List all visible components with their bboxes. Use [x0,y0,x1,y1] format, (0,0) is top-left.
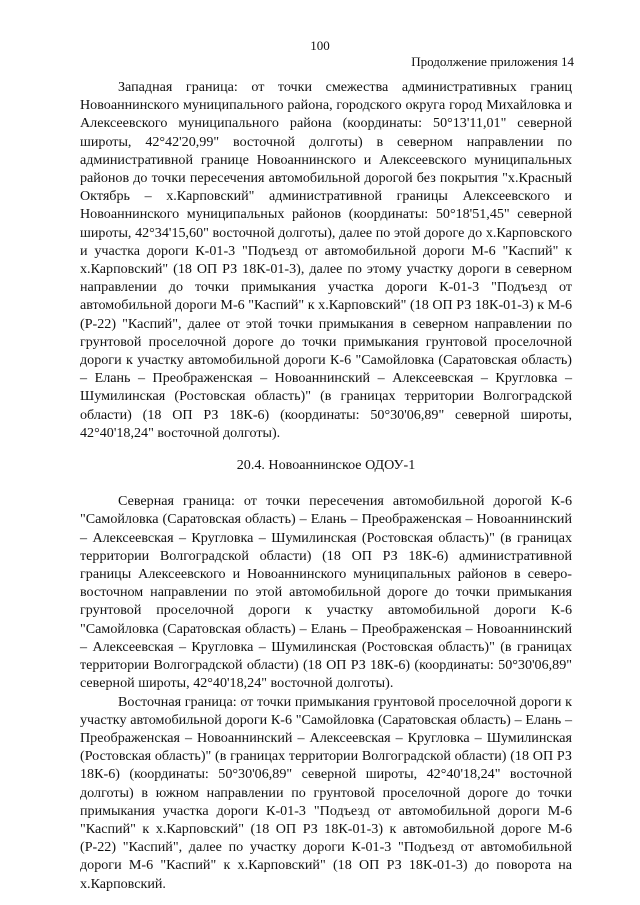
section-heading: 20.4. Новоаннинское ОДОУ-1 [236,457,416,474]
appendix-continuation-label: Продолжение приложения 14 [411,54,574,69]
western-border-paragraph: Западная граница: от точки смежества административных границ Новоаннинского муниципального района, городского округа город Михайловка и Алексеевского муниципального района (координаты: 50°13'11,01" северной широты, 42°42'20,99" восточной долготы) в северном направлении по административной границе Новоаннинского и Алексеевского муниципальных районов до точки пересечения автомобильной дорогой без покрытия "х.Красный Октябрь – х.Карповский" административной границы Алексеевского и Новоаннинского муниципальных районов (координаты: 50°18'51,45" северной широты, 42°34'15,60" восточной долготы), далее по этой дороге до х.Карповского и участка дороги К-01-3 "Подъезд от автомобильной дороги М-6 "Каспий" к х.Карповский" (18 ОП РЗ 18К-01-3), далее по этому участку дороги в северном направлении до точки примыкания участка дороги К-01-3 "Подъезд от автомобильной дороги М-6 "Каспий" к х.Карповский" (18 ОП РЗ 18К-01-3) к М-6 (Р-22) "Каспий", далее от этой точки примыкания в северном направлении по грунтовой проселочной дороге до точки примыкания грунтовой проселочной дороги к участку автомобильной дороги К-6 "Самойловка (Саратовская область) – Елань – Преображенская – Новоаннинский – Алексеевская – Кругловка – Шумилинская (Ростовская область)" (в границах территории Волгоградской области) (18 ОП РЗ 18К-6) (координаты: 50°30'06,89" северной широты, 42°40'18,24" восточной долготы). [80,79,572,441]
eastern-border-paragraph: Восточная граница: от точки примыкания грунтовой проселочной дороги к участку автомобильной дороги К-6 "Самойловка (Саратовская область) – Елань – Преображенская – Новоаннинский – Алексеевская – Кругловка – Шумилинская (Ростовская область)" (в границах территории Волгоградской области) (18 ОП РЗ 18К-6) (координаты: 50°30'06,89" северной широты, 42°40'18,24" восточной долготы) в южном направлении по грунтовой проселочной дороге до точки примыкания участка дороги К-01-3 "Подъезд от автомобильной дороги М-6 "Каспий" к х.Карповский" (18 ОП РЗ 18К-01-3) к автомобильной дороге М-6 (Р-22) "Каспий", далее по участку дороги К-01-3 "Подъезд от автомобильной дороги М-6 "Каспий" к х.Карповский" (18 ОП РЗ 18К-01-3) до поворота на х.Карповский. [80,693,572,892]
northern-border-paragraph: Северная граница: от точки пересечения автомобильной дорогой К-6 "Самойловка (Саратовская область) – Елань – Преображенская – Новоаннинский – Алексеевская – Кругловка – Шумилинская (Ростовская область)" (в границах территории Волгоградской области) (18 ОП РЗ 18К-6) административной границы Алексеевского и Новоаннинского муниципальных районов в северо-восточном направлении по этой автомобильной дороге до точки примыкания грунтовой проселочной дороги к участку автомобильной дороги К-6 "Самойловка (Саратовская область) – Елань – Преображенская – Новоаннинский – Алексеевская – Кругловка – Шумилинская (Ростовская область)" (в границах территории Волгоградской области) (18 ОП РЗ 18К-6) (координаты: 50°30'06,89" северной широты, 42°40'18,24" восточной долготы). [80,493,572,692]
page-number: 100 [310,38,330,53]
document-body [80,78,572,893]
